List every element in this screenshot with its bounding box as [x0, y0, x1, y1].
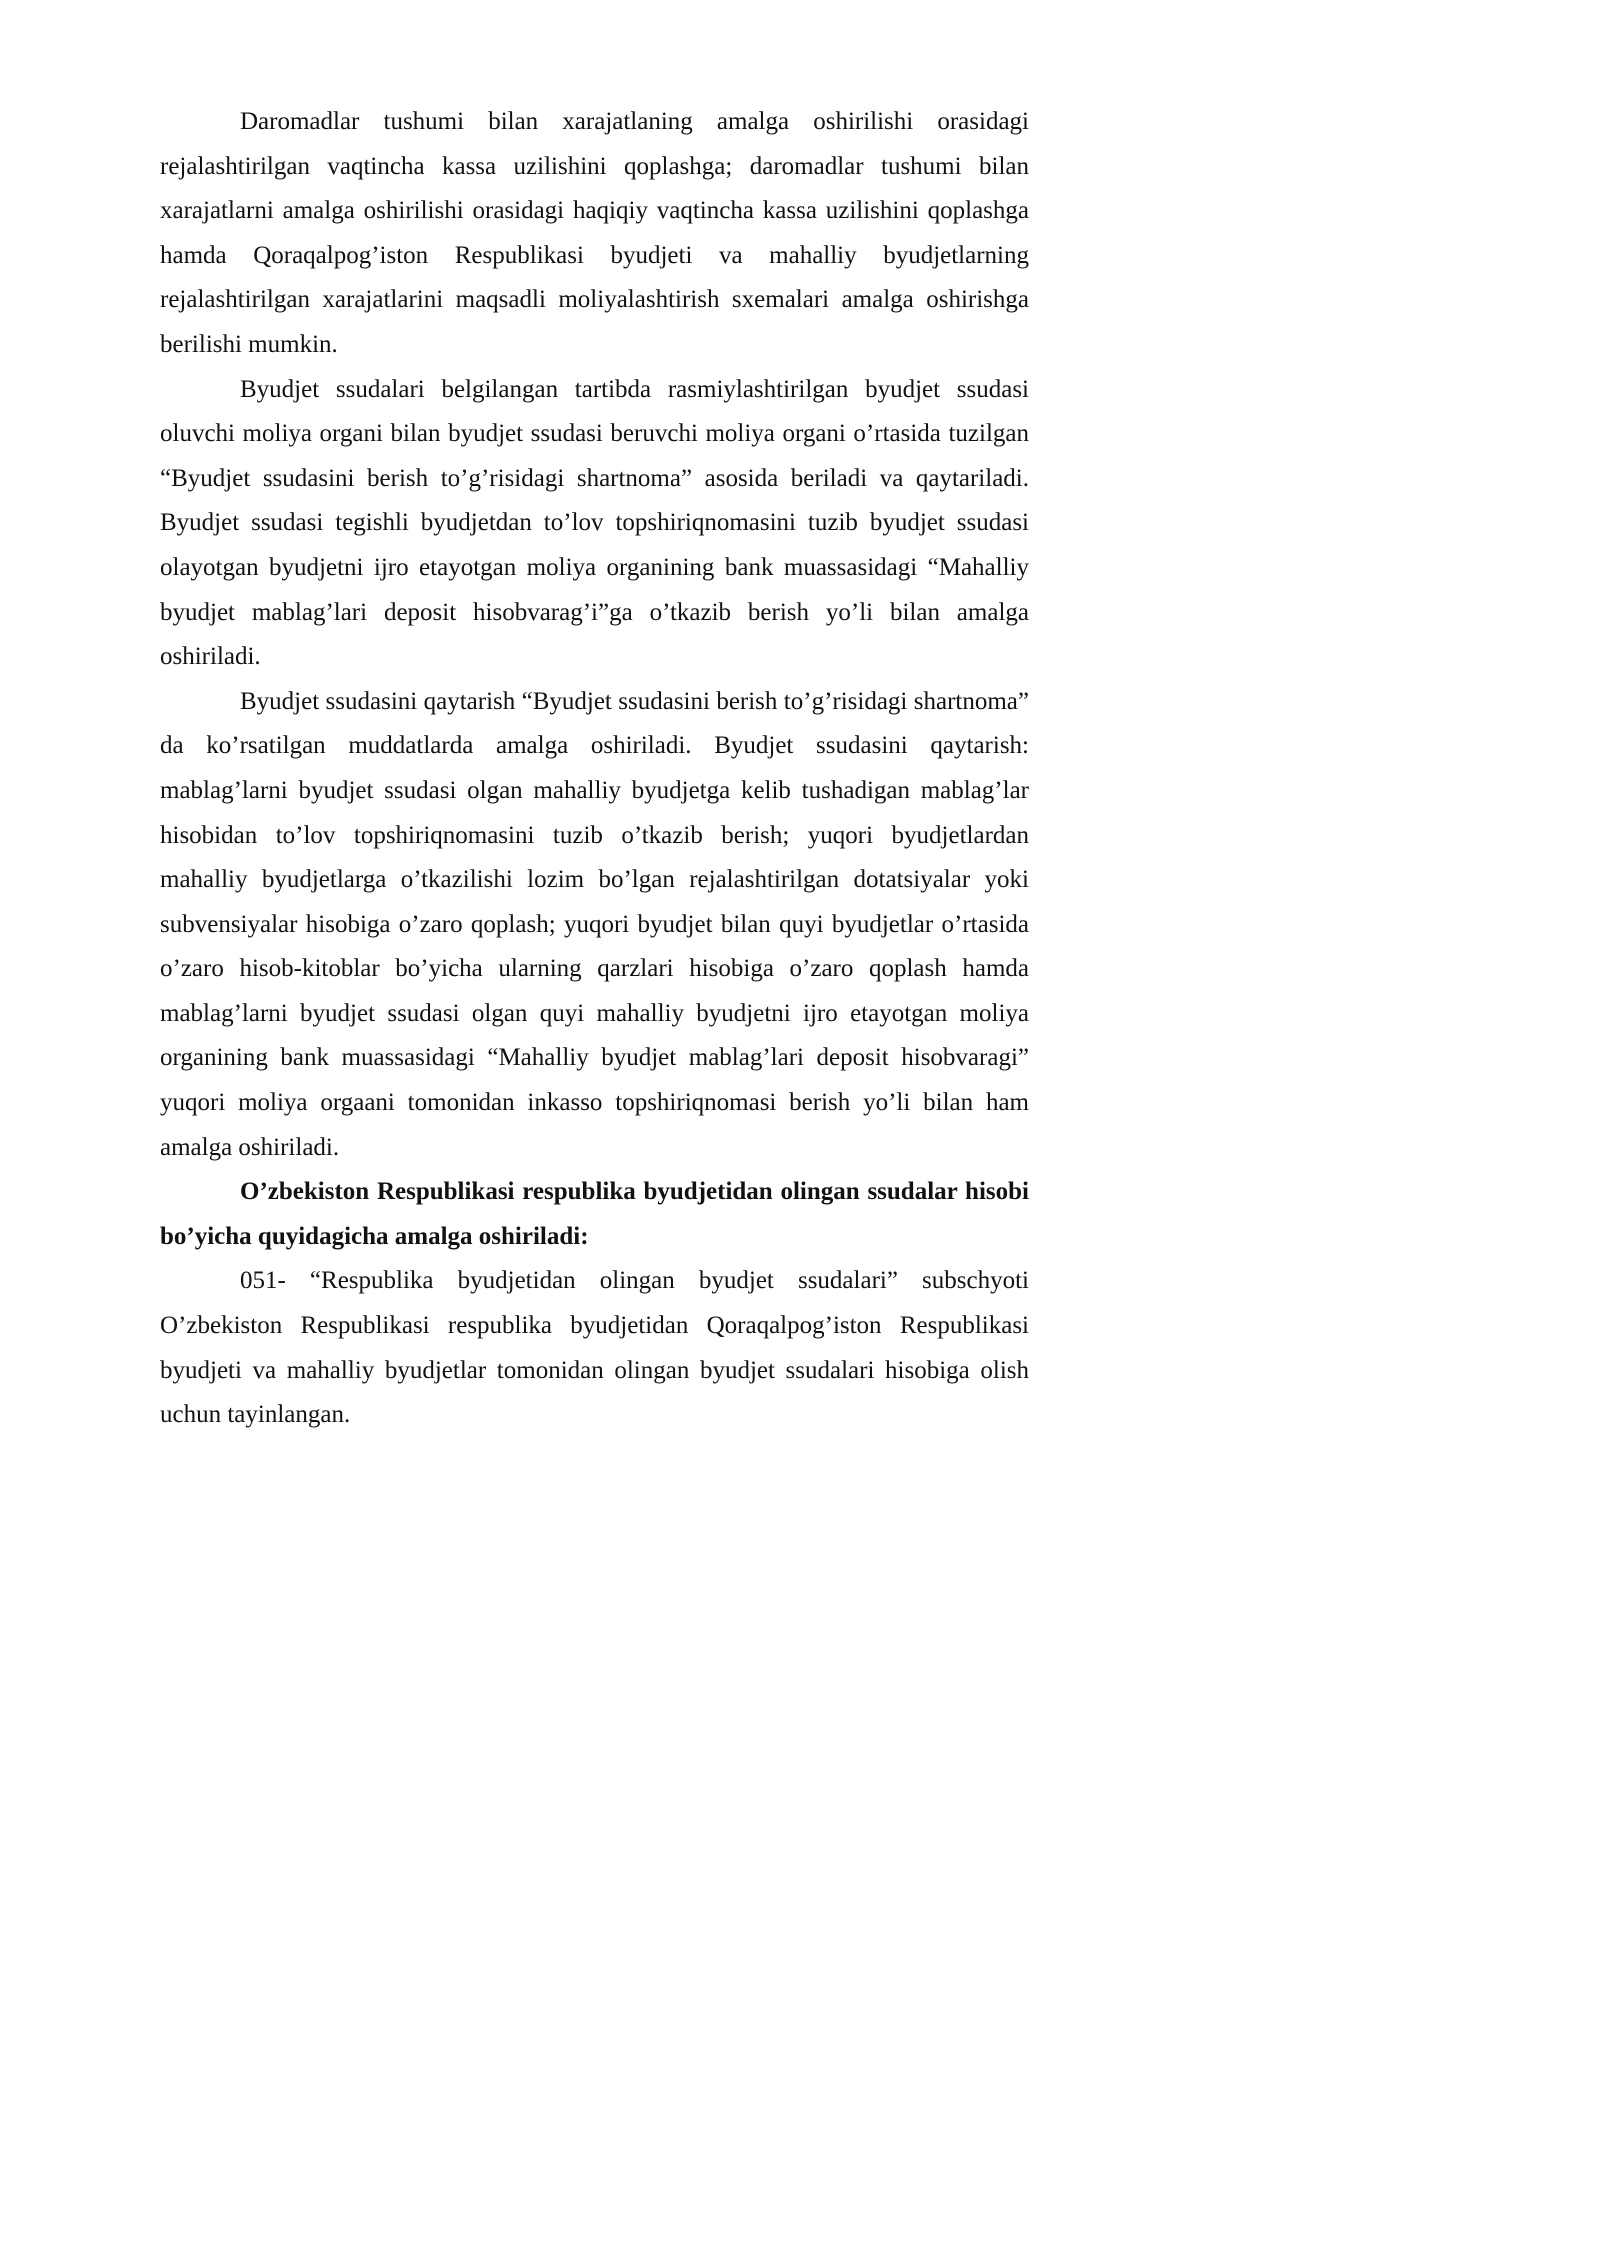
paragraph-loan-repayment: Byudjet ssudasini qaytarish “Byudjet ssudasini berish to’g’risidagi shartnoma” da ko’rsatilgan muddatlarda amalga oshiriladi. Byudjet ssudasini qaytarish: mablag’larni byudjet ssudasi olgan mahalliy byudjetga kelib tushadigan mablag’lar hisobidan to’lov topshiriqnomasini tuzib o’tkazib berish; yuqori byudjetlardan mahalliy byudjetlarga o’tkazilishi lozim bo’lgan rejalashtirilgan dotatsiyalar yoki subvensiyalar hisobiga o’zaro qoplash; yuqori byudjet bilan quyi byudjetlar o’rtasida o’zaro hisob-kitoblar bo’yicha ularning qarzlari hisobiga o’zaro qoplash hamda mablag’larni byudjet ssudasi olgan quyi mahalliy byudjetni ijro etayotgan moliya organining bank muassasidagi “Mahalliy byudjet mablag’lari deposit hisobvaragi” yuqori moliya orgaani tomonidan inkasso topshiriqnomasi berish yo’li bilan ham amalga oshiriladi. [160, 687, 1029, 1161]
paragraph-loan-issuance: Byudjet ssudalari belgilangan tartibda rasmiylashtirilgan byudjet ssudasi oluvchi moliya organi bilan byudjet ssudasi beruvchi moliya organi o’rtasida tuzilgan “Byudjet ssudasini berish to’g’risidagi shartnoma” asosida beriladi va qaytariladi. Byudjet ssudasi tegishli byudjetdan to’lov topshiriqnomasini tuzib byudjet ssudasi olayotgan byudjetni ijro etayotgan moliya organining bank muassasidagi “Mahalliy byudjet mablag’lari deposit hisobvarag’i”ga o’tkazib berish yo’li bilan amalga oshiriladi. [160, 375, 1029, 671]
section-heading: O’zbekiston Respublikasi respublika byudjetidan olingan ssudalar hisobi bo’yicha quyidagicha amalga oshiriladi: [160, 1178, 1029, 1250]
paragraph-budget-loan-purposes: Daromadlar tushumi bilan xarajatlaning amalga oshirilishi orasidagi rejalashtirilgan vaqtincha kassa uzilishini qoplashga; daromadlar tushumi bilan xarajatlarni amalga oshirilishi orasidagi haqiqiy vaqtincha kassa uzilishini qoplashga hamda Qoraqalpog’iston Respublikasi byudjeti va mahalliy byudjetlarning rejalashtirilgan xarajatlarini maqsadli moliyalashtirish sxemalari amalga oshirishga berilishi mumkin. [160, 108, 1029, 358]
paragraph-subaccount-051: 051- “Respublika byudjetidan olingan byudjet ssudalari” subschyoti O’zbekiston Respublikasi respublika byudjetidan Qoraqalpog’iston Respublikasi byudjeti va mahalliy byudjetlar tomonidan olingan byudjet ssudalari hisobiga olish uchun tayinlangan. [160, 1267, 1029, 1429]
document-page [160, 100, 1029, 1438]
